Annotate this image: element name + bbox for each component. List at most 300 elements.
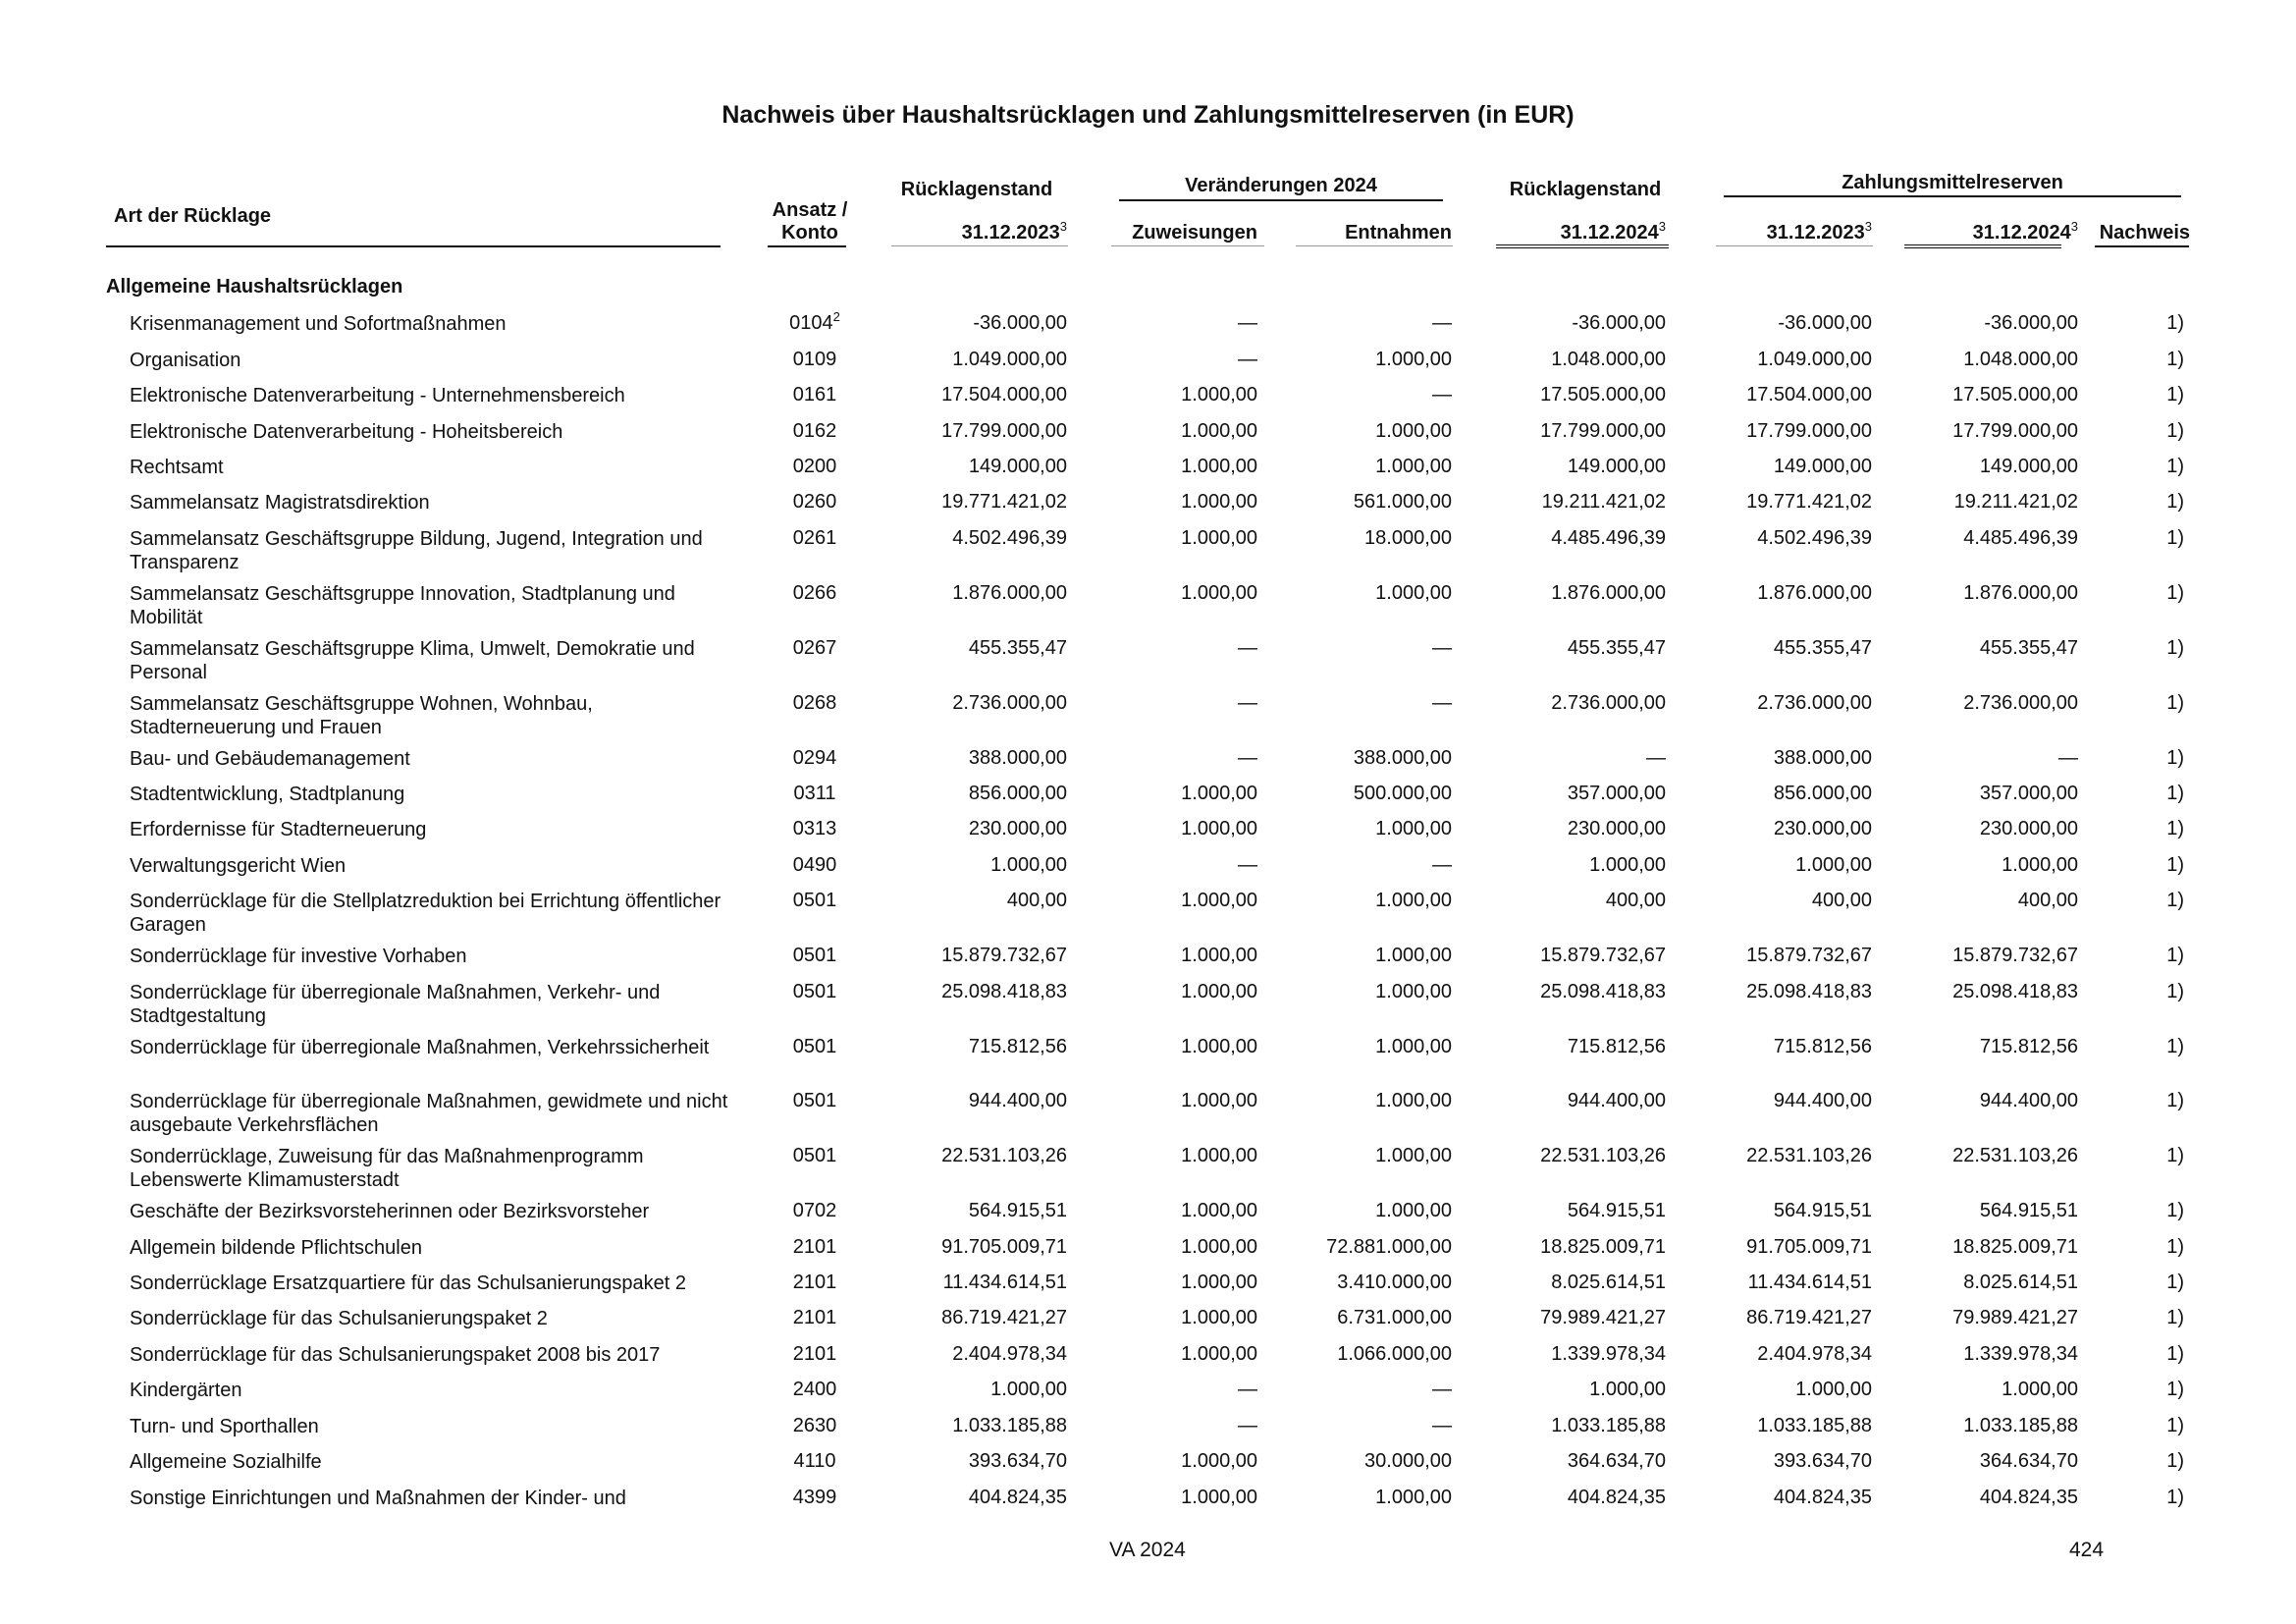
table-row <box>0 783 2296 818</box>
zm-2024-value: — <box>2058 747 2078 769</box>
header-ansatz-line1: Ansatz / <box>772 199 848 221</box>
entnahmen-value: 561.000,00 <box>1353 491 1452 513</box>
zm-2024-value: 230.000,00 <box>1979 818 2078 839</box>
header-entnahmen: Entnahmen <box>1345 222 1452 244</box>
entnahmen-value: — <box>1432 312 1452 334</box>
stand-2024-value: 404.824,35 <box>1567 1487 1666 1508</box>
konto-number: 0501 <box>792 1090 837 1111</box>
zuweisungen-value: 1.000,00 <box>1181 1145 1257 1166</box>
entnahmen-value: 1.000,00 <box>1375 890 1452 911</box>
table-row <box>0 491 2296 527</box>
header-zm-date-2024: 31.12.2024$^3$ <box>1972 219 2078 244</box>
zuweisungen-value: — <box>1238 1415 1257 1436</box>
table-row <box>0 1307 2296 1343</box>
zuweisungen-value: 1.000,00 <box>1181 890 1257 911</box>
stand-2023-value: 1.000,00 <box>990 854 1067 876</box>
reserve-name: Turn- und Sporthallen <box>130 1416 319 1437</box>
reserve-name: Erfordernisse für Stadterneuerung <box>130 819 427 840</box>
nachweis-value: 1) <box>2166 890 2184 911</box>
konto-number: 0490 <box>792 854 837 876</box>
zm-2024-value: 2.736.000,00 <box>1963 692 2078 714</box>
table-row <box>0 854 2296 890</box>
stand-2024-value: — <box>1646 747 1666 769</box>
entnahmen-value: 1.000,00 <box>1375 349 1452 370</box>
konto-number: 4110 <box>793 1450 836 1472</box>
konto-number: 2400 <box>792 1379 837 1400</box>
zuweisungen-value: 1.000,00 <box>1181 1307 1257 1328</box>
header-date-2023: 31.12.2023$^3$ <box>961 219 1067 244</box>
zm-2023-value: 564.915,51 <box>1773 1200 1872 1221</box>
stand-2023-value: 1.033.185,88 <box>952 1415 1067 1436</box>
table-row <box>0 818 2296 854</box>
nachweis-value: 1) <box>2166 1145 2184 1166</box>
zm-2023-value: 393.634,70 <box>1773 1450 1872 1472</box>
zm-2024-value: 15.879.732,67 <box>1952 945 2078 966</box>
stand-2023-value: 17.799.000,00 <box>941 420 1067 442</box>
reserve-name: Elektronische Datenverarbeitung - Unternehmensbereich <box>130 385 625 406</box>
entnahmen-value: — <box>1432 692 1452 714</box>
zm-2023-value: 2.404.978,34 <box>1757 1343 1872 1365</box>
zm-2024-value: 404.824,35 <box>1979 1487 2078 1508</box>
zm-2024-value: 1.000,00 <box>2002 854 2078 876</box>
reserve-name: Sonderrücklage für die Stellplatzreduktion bei Errichtung öffentlicher Garagen <box>130 891 721 936</box>
konto-number: 0162 <box>792 420 837 442</box>
zm-2023-value: 22.531.103,26 <box>1746 1145 1872 1166</box>
konto-number: 2101 <box>792 1272 837 1293</box>
stand-2023-value: 15.879.732,67 <box>941 945 1067 966</box>
reserve-name: Sonderrücklage für überregionale Maßnahmen, Verkehr- und Stadtgestaltung <box>130 982 661 1027</box>
header-nachweis-underline <box>2095 245 2189 247</box>
zuweisungen-value: 1.000,00 <box>1181 384 1257 406</box>
table-row <box>0 456 2296 491</box>
stand-2024-value: 715.812,56 <box>1567 1036 1666 1057</box>
konto-number: 0501 <box>792 981 837 1002</box>
table-row <box>0 1487 2296 1522</box>
entnahmen-value: 1.000,00 <box>1375 582 1452 604</box>
stand-2023-value: 1.049.000,00 <box>952 349 1067 370</box>
nachweis-value: 1) <box>2166 1200 2184 1221</box>
konto-number: 0501 <box>792 1145 837 1166</box>
entnahmen-value: 1.000,00 <box>1375 818 1452 839</box>
zuweisungen-value: 1.000,00 <box>1181 945 1257 966</box>
zm-2024-value: 22.531.103,26 <box>1952 1145 2078 1166</box>
table-row <box>0 527 2296 582</box>
zuweisungen-value: — <box>1238 312 1257 334</box>
stand-2023-value: -36.000,00 <box>973 312 1067 334</box>
nachweis-value: 1) <box>2166 1236 2184 1258</box>
header-ruecklagenstand-2024: Rücklagenstand <box>1509 179 1662 200</box>
stand-2023-value: 149.000,00 <box>968 456 1067 477</box>
table-row <box>0 1415 2296 1450</box>
nachweis-value: 1) <box>2166 945 2184 966</box>
zm-2023-value: 455.355,47 <box>1773 637 1872 659</box>
header-zahlungsmittelreserven: Zahlungsmittelreserven <box>1842 172 2063 193</box>
zm-2023-value: 1.033.185,88 <box>1757 1415 1872 1436</box>
entnahmen-value: 1.000,00 <box>1375 1200 1452 1221</box>
table-row <box>0 1090 2296 1145</box>
reserve-name: Geschäfte der Bezirksvorsteherinnen oder Bezirksvorsteher <box>130 1201 650 1222</box>
header-zm-2024-double-underline <box>1904 244 2061 248</box>
table-row <box>0 1145 2296 1200</box>
stand-2024-value: 364.634,70 <box>1567 1450 1666 1472</box>
nachweis-value: 1) <box>2166 384 2184 406</box>
konto-number: 0501 <box>792 890 837 911</box>
zm-2024-value: 8.025.614,51 <box>1963 1272 2078 1293</box>
entnahmen-value: 1.000,00 <box>1375 1090 1452 1111</box>
nachweis-value: 1) <box>2166 1343 2184 1365</box>
header-ruecklagenstand-2023: Rücklagenstand <box>900 179 1053 200</box>
footer-label: VA 2024 <box>1109 1539 1186 1561</box>
konto-number: 0501 <box>792 1036 837 1057</box>
reserve-name: Organisation <box>130 350 241 371</box>
konto-number: 0501 <box>792 945 837 966</box>
zuweisungen-value: — <box>1238 692 1257 714</box>
konto-number: 2630 <box>792 1415 837 1436</box>
stand-2024-value: 564.915,51 <box>1567 1200 1666 1221</box>
nachweis-value: 1) <box>2166 527 2184 549</box>
entnahmen-value: 1.000,00 <box>1375 1036 1452 1057</box>
stand-2023-value: 1.876.000,00 <box>952 582 1067 604</box>
zm-2023-value: 4.502.496,39 <box>1757 527 1872 549</box>
zm-2024-value: 564.915,51 <box>1979 1200 2078 1221</box>
page-number: 424 <box>2069 1539 2105 1561</box>
table-row <box>0 384 2296 420</box>
stand-2024-value: 455.355,47 <box>1567 637 1666 659</box>
table-row <box>0 981 2296 1036</box>
reserve-name: Allgemein bildende Pflichtschulen <box>130 1237 422 1259</box>
entnahmen-value: — <box>1432 1415 1452 1436</box>
stand-2024-value: 8.025.614,51 <box>1551 1272 1666 1293</box>
header-zuweisungen: Zuweisungen <box>1132 222 1257 244</box>
table-row <box>0 1379 2296 1415</box>
zuweisungen-value: — <box>1238 349 1257 370</box>
nachweis-value: 1) <box>2166 582 2184 604</box>
stand-2024-value: 149.000,00 <box>1567 456 1666 477</box>
konto-number: 0161 <box>792 384 837 406</box>
header-ansatz-line2: Konto <box>781 222 838 244</box>
stand-2023-value: 11.434.614,51 <box>942 1272 1067 1293</box>
reserve-table <box>0 309 2296 1522</box>
reserve-name: Sonderrücklage für überregionale Maßnahmen, Verkehrssicherheit <box>130 1037 710 1058</box>
entnahmen-value: 18.000,00 <box>1364 527 1452 549</box>
zm-2024-value: 1.339.978,34 <box>1963 1343 2078 1365</box>
zm-2023-value: 1.049.000,00 <box>1757 349 1872 370</box>
zm-2024-value: 79.989.421,27 <box>1952 1307 2078 1328</box>
stand-2024-value: 1.876.000,00 <box>1551 582 1666 604</box>
zm-2024-value: 18.825.009,71 <box>1952 1236 2078 1258</box>
stand-2024-value: 22.531.103,26 <box>1540 1145 1666 1166</box>
table-row <box>0 420 2296 456</box>
stand-2023-value: 856.000,00 <box>968 783 1067 804</box>
stand-2024-value: 1.000,00 <box>1589 854 1666 876</box>
zuweisungen-value: 1.000,00 <box>1181 783 1257 804</box>
stand-2023-value: 91.705.009,71 <box>941 1236 1067 1258</box>
stand-2023-value: 230.000,00 <box>968 818 1067 839</box>
reserve-name: Sonderrücklage Ersatzquartiere für das Schulsanierungspaket 2 <box>130 1272 686 1294</box>
nachweis-value: 1) <box>2166 692 2184 714</box>
zm-2023-value: 149.000,00 <box>1773 456 1872 477</box>
header-art-underline <box>106 245 721 247</box>
zuweisungen-value: 1.000,00 <box>1181 1236 1257 1258</box>
table-row <box>0 1272 2296 1307</box>
entnahmen-value: — <box>1432 637 1452 659</box>
zm-2023-value: 15.879.732,67 <box>1746 945 1872 966</box>
stand-2024-value: 1.339.978,34 <box>1551 1343 1666 1365</box>
page-title: Nachweis über Haushaltsrücklagen und Zahlungsmittelreserven (in EUR) <box>721 101 1575 129</box>
zuweisungen-value: — <box>1238 1379 1257 1400</box>
zm-2024-value: 17.799.000,00 <box>1952 420 2078 442</box>
header-ansatz-underline <box>768 245 846 247</box>
table-row <box>0 1450 2296 1487</box>
stand-2024-value: 944.400,00 <box>1567 1090 1666 1111</box>
reserve-name: Bau- und Gebäudemanagement <box>130 748 410 770</box>
nachweis-value: 1) <box>2166 637 2184 659</box>
entnahmen-value: 1.000,00 <box>1375 981 1452 1002</box>
konto-number: 0104 <box>789 312 833 334</box>
entnahmen-value: 1.000,00 <box>1375 456 1452 477</box>
konto-number: 4399 <box>792 1487 837 1508</box>
stand-2024-value: -36.000,00 <box>1572 312 1666 334</box>
zm-2023-value: 91.705.009,71 <box>1746 1236 1872 1258</box>
reserve-name: Sammelansatz Magistratsdirektion <box>130 492 430 514</box>
zuweisungen-value: 1.000,00 <box>1181 818 1257 839</box>
reserve-name: Rechtsamt <box>130 457 224 478</box>
header-veraenderungen-underline <box>1119 199 1443 201</box>
nachweis-value: 1) <box>2166 747 2184 769</box>
reserve-name: Sammelansatz Geschäftsgruppe Klima, Umwelt, Demokratie und Personal <box>130 638 695 683</box>
nachweis-value: 1) <box>2166 491 2184 513</box>
entnahmen-value: 6.731.000,00 <box>1337 1307 1452 1328</box>
entnahmen-value: 3.410.000,00 <box>1337 1272 1452 1293</box>
zm-2024-value: 4.485.496,39 <box>1963 527 2078 549</box>
zm-2024-value: 1.000,00 <box>2002 1379 2078 1400</box>
nachweis-value: 1) <box>2166 783 2184 804</box>
zuweisungen-value: 1.000,00 <box>1181 1036 1257 1057</box>
reserve-name: Sammelansatz Geschäftsgruppe Wohnen, Wohnbau, Stadterneuerung und Frauen <box>130 693 593 738</box>
stand-2023-value: 4.502.496,39 <box>952 527 1067 549</box>
zuweisungen-value: 1.000,00 <box>1181 1450 1257 1472</box>
stand-2023-value: 400,00 <box>1006 890 1067 911</box>
stand-2024-value: 230.000,00 <box>1567 818 1666 839</box>
zm-2024-value: 1.876.000,00 <box>1963 582 2078 604</box>
stand-2023-value: 2.736.000,00 <box>952 692 1067 714</box>
zm-2024-value: -36.000,00 <box>1984 312 2078 334</box>
nachweis-value: 1) <box>2166 818 2184 839</box>
table-row <box>0 1343 2296 1379</box>
table-row <box>0 1200 2296 1236</box>
zuweisungen-value: — <box>1238 637 1257 659</box>
zm-2024-value: 364.634,70 <box>1979 1450 2078 1472</box>
section-title: Allgemeine Haushaltsrücklagen <box>106 276 403 298</box>
stand-2023-value: 2.404.978,34 <box>952 1343 1067 1365</box>
table-row <box>0 945 2296 981</box>
header-veraenderungen: Veränderungen 2024 <box>1185 175 1377 196</box>
stand-2023-value: 564.915,51 <box>968 1200 1067 1221</box>
header-zm-2023-underline <box>1716 245 1873 246</box>
zuweisungen-value: 1.000,00 <box>1181 981 1257 1002</box>
header-zm-date-2023: 31.12.2023$^3$ <box>1766 219 1872 244</box>
entnahmen-value: 30.000,00 <box>1364 1450 1452 1472</box>
zm-2023-value: 230.000,00 <box>1773 818 1872 839</box>
header-2023-underline <box>891 245 1068 246</box>
entnahmen-value: 500.000,00 <box>1353 783 1452 804</box>
stand-2024-value: 400,00 <box>1605 890 1666 911</box>
stand-2023-value: 19.771.421,02 <box>941 491 1067 513</box>
stand-2024-value: 79.989.421,27 <box>1540 1307 1666 1328</box>
nachweis-value: 1) <box>2166 854 2184 876</box>
header-entnahmen-underline <box>1296 245 1453 246</box>
nachweis-value: 1) <box>2166 1272 2184 1293</box>
reserve-name: Sonderrücklage für das Schulsanierungspaket 2 <box>130 1308 548 1329</box>
reserve-name: Allgemeine Sozialhilfe <box>130 1451 322 1473</box>
header-nachweis: Nachweis <box>2099 222 2190 244</box>
table-row <box>0 309 2296 349</box>
zm-2023-value: 400,00 <box>1811 890 1872 911</box>
zm-2023-value: 388.000,00 <box>1773 747 1872 769</box>
nachweis-value: 1) <box>2166 349 2184 370</box>
reserve-name: Sammelansatz Geschäftsgruppe Innovation, Stadtplanung und Mobilität <box>130 583 675 628</box>
zm-2023-value: 1.000,00 <box>1795 1379 1872 1400</box>
zm-2023-value: 1.876.000,00 <box>1757 582 1872 604</box>
entnahmen-value: 1.000,00 <box>1375 1145 1452 1166</box>
stand-2024-value: 17.505.000,00 <box>1540 384 1666 406</box>
zm-2023-value: 17.799.000,00 <box>1746 420 1872 442</box>
zm-2024-value: 1.033.185,88 <box>1963 1415 2078 1436</box>
zuweisungen-value: 1.000,00 <box>1181 1090 1257 1111</box>
zm-2023-value: 1.000,00 <box>1795 854 1872 876</box>
zuweisungen-value: 1.000,00 <box>1181 582 1257 604</box>
header-2024-double-underline <box>1496 244 1669 248</box>
reserve-name: Sonderrücklage für überregionale Maßnahmen, gewidmete und nicht ausgebaute Verkehrsflächen <box>130 1091 728 1136</box>
zm-2023-value: 404.824,35 <box>1773 1487 1872 1508</box>
reserve-name: Elektronische Datenverarbeitung - Hoheitsbereich <box>130 421 563 443</box>
zm-2024-value: 149.000,00 <box>1979 456 2078 477</box>
zuweisungen-value: 1.000,00 <box>1181 1487 1257 1508</box>
stand-2024-value: 1.033.185,88 <box>1551 1415 1666 1436</box>
table-row <box>0 349 2296 384</box>
stand-2024-value: 1.000,00 <box>1589 1379 1666 1400</box>
konto-number: 0313 <box>792 818 837 839</box>
nachweis-value: 1) <box>2166 1090 2184 1111</box>
zm-2024-value: 944.400,00 <box>1979 1090 2078 1111</box>
konto-number: 0109 <box>792 349 837 370</box>
nachweis-value: 1) <box>2166 420 2184 442</box>
konto-cell <box>775 309 854 335</box>
zm-2023-value: 715.812,56 <box>1773 1036 1872 1057</box>
zm-2023-value: 25.098.418,83 <box>1746 981 1872 1002</box>
stand-2023-value: 944.400,00 <box>968 1090 1067 1111</box>
zuweisungen-value: 1.000,00 <box>1181 420 1257 442</box>
konto-number: 0268 <box>792 692 837 714</box>
stand-2024-value: 25.098.418,83 <box>1540 981 1666 1002</box>
nachweis-value: 1) <box>2166 1036 2184 1057</box>
stand-2024-value: 357.000,00 <box>1567 783 1666 804</box>
header-art: Art der Rücklage <box>114 205 272 227</box>
zm-2024-value: 400,00 <box>2017 890 2078 911</box>
nachweis-value: 1) <box>2166 1450 2184 1472</box>
entnahmen-value: 1.066.000,00 <box>1337 1343 1452 1365</box>
konto-number: 0200 <box>792 456 837 477</box>
stand-2023-value: 22.531.103,26 <box>941 1145 1067 1166</box>
reserve-name: Sonstige Einrichtungen und Maßnahmen der Kinder- und <box>130 1488 626 1509</box>
stand-2023-value: 455.355,47 <box>968 637 1067 659</box>
reserve-name: Sonderrücklage für investive Vorhaben <box>130 946 467 967</box>
table-row <box>0 890 2296 945</box>
zm-2023-value: -36.000,00 <box>1778 312 1872 334</box>
nachweis-value: 1) <box>2166 1379 2184 1400</box>
zm-2024-value: 1.048.000,00 <box>1963 349 2078 370</box>
header-zuweisungen-underline <box>1111 245 1264 246</box>
zuweisungen-value: 1.000,00 <box>1181 456 1257 477</box>
zm-2023-value: 86.719.421,27 <box>1746 1307 1872 1328</box>
zm-2024-value: 357.000,00 <box>1979 783 2078 804</box>
stand-2023-value: 86.719.421,27 <box>941 1307 1067 1328</box>
konto-number: 2101 <box>792 1307 837 1328</box>
stand-2024-value: 17.799.000,00 <box>1540 420 1666 442</box>
reserve-name: Stadtentwicklung, Stadtplanung <box>130 784 405 805</box>
header-date-2024: 31.12.2024$^3$ <box>1560 219 1666 244</box>
konto-number: 0267 <box>792 637 837 659</box>
table-row <box>0 582 2296 637</box>
reserve-name: Sammelansatz Geschäftsgruppe Bildung, Jugend, Integration und Transparenz <box>130 528 703 573</box>
konto-number: 0261 <box>792 527 837 549</box>
zuweisungen-value: 1.000,00 <box>1181 1343 1257 1365</box>
table-row <box>0 637 2296 692</box>
nachweis-value: 1) <box>2166 1487 2184 1508</box>
zm-2023-value: 944.400,00 <box>1773 1090 1872 1111</box>
stand-2023-value: 388.000,00 <box>968 747 1067 769</box>
stand-2023-value: 25.098.418,83 <box>941 981 1067 1002</box>
konto-footnote: 2 <box>832 309 840 324</box>
stand-2024-value: 18.825.009,71 <box>1540 1236 1666 1258</box>
reserve-name: Verwaltungsgericht Wien <box>130 855 347 877</box>
stand-2023-value: 715.812,56 <box>968 1036 1067 1057</box>
konto-number: 0702 <box>792 1200 837 1221</box>
reserve-name: Sonderrücklage, Zuweisung für das Maßnahmenprogramm Lebenswerte Klimamusterstadt <box>130 1146 644 1191</box>
zm-2024-value: 19.211.421,02 <box>1953 491 2078 513</box>
zm-2024-value: 715.812,56 <box>1979 1036 2078 1057</box>
table-row <box>0 747 2296 783</box>
table-row <box>0 692 2296 747</box>
entnahmen-value: 388.000,00 <box>1353 747 1452 769</box>
entnahmen-value: 1.000,00 <box>1375 420 1452 442</box>
konto-number: 2101 <box>792 1343 837 1365</box>
stand-2024-value: 1.048.000,00 <box>1551 349 1666 370</box>
zm-2024-value: 17.505.000,00 <box>1952 384 2078 406</box>
zm-2023-value: 19.771.421,02 <box>1746 491 1872 513</box>
header-zahlungsmittelreserven-underline <box>1724 195 2181 197</box>
entnahmen-value: — <box>1432 1379 1452 1400</box>
stand-2023-value: 393.634,70 <box>968 1450 1067 1472</box>
nachweis-value: 1) <box>2166 1307 2184 1328</box>
zm-2024-value: 25.098.418,83 <box>1952 981 2078 1002</box>
zm-2023-value: 2.736.000,00 <box>1757 692 1872 714</box>
konto-number: 0294 <box>792 747 837 769</box>
konto-number: 2101 <box>792 1236 837 1258</box>
konto-number: 0266 <box>792 582 837 604</box>
zm-2024-value: 455.355,47 <box>1979 637 2078 659</box>
zuweisungen-value: — <box>1238 747 1257 769</box>
zuweisungen-value: 1.000,00 <box>1181 1200 1257 1221</box>
konto-number: 0311 <box>793 783 836 804</box>
zuweisungen-value: — <box>1238 854 1257 876</box>
reserve-name: Sonderrücklage für das Schulsanierungspaket 2008 bis 2017 <box>130 1344 661 1366</box>
zm-2023-value: 11.434.614,51 <box>1747 1272 1872 1293</box>
nachweis-value: 1) <box>2166 456 2184 477</box>
nachweis-value: 1) <box>2166 312 2184 334</box>
zm-2023-value: 17.504.000,00 <box>1746 384 1872 406</box>
stand-2024-value: 2.736.000,00 <box>1551 692 1666 714</box>
